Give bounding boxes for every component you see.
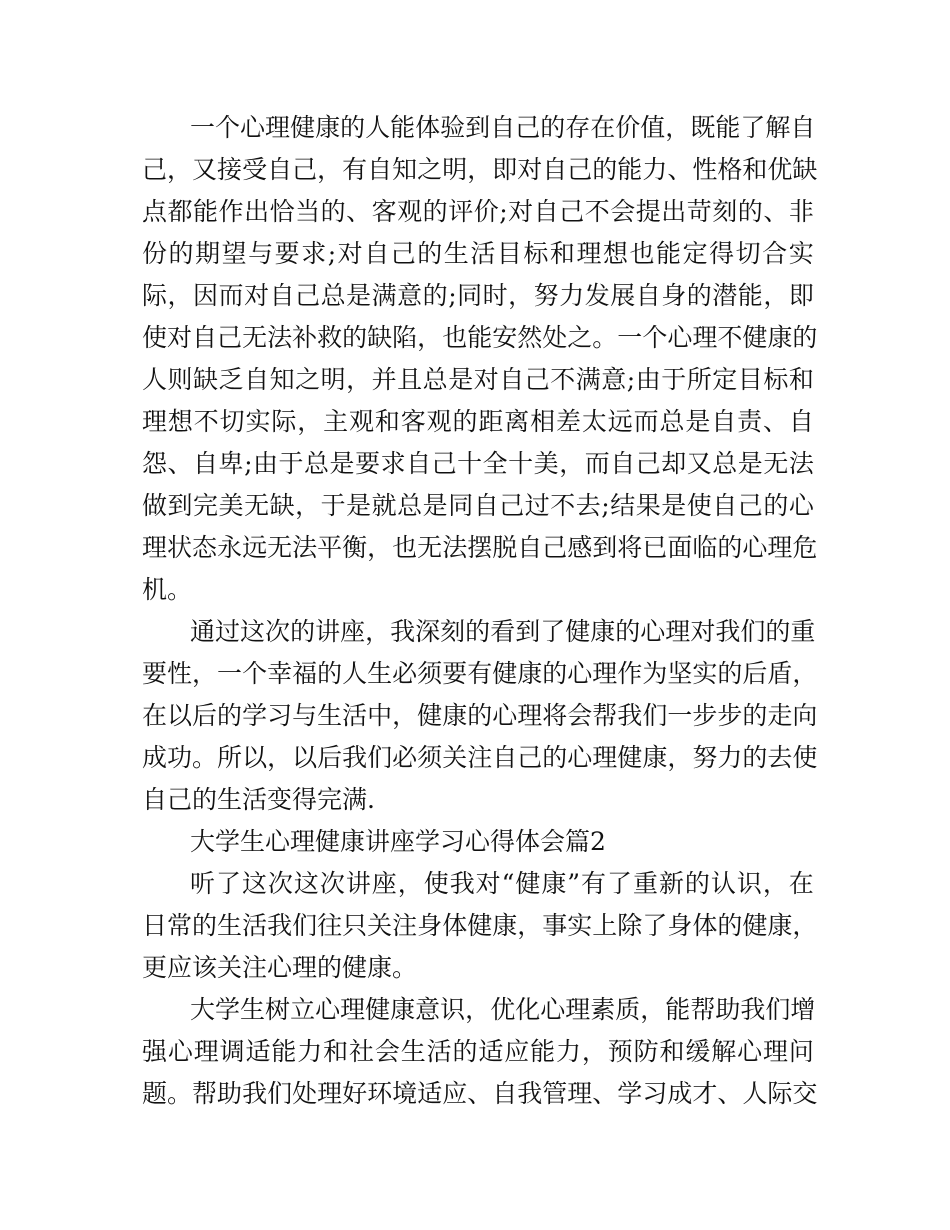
section-heading: 大学生心理健康讲座学习心得体会篇2 [190, 827, 606, 856]
text-line: 成 功 。 所 以 ， 以 后 我 们 必 须 关 注 自 己 的 心 理 健 康 ， 努 力 的 去 使 [142, 743, 818, 772]
text-line: 自己的生活变得完满. [142, 785, 375, 814]
text-line: 使 对 自 己 无 法 补 救 的 缺 陷 ， 也 能 安 然 处 之 。 一 个 心 理 不 健 康 的 [142, 323, 818, 352]
text-line: 大 学 生 树 立 心 理 健 康 意 识 ， 优 化 心 理 素 质 ， 能 帮 助 我 们 增 [190, 995, 816, 1024]
text-line: 要 性 ， 一 个 幸 福 的 人 生 必 须 要 有 健 康 的 心 理 作 为 坚 实 的 后 盾 ， [142, 659, 818, 688]
text-line: 人 则 缺 乏 自 知 之 明 ， 并 且 总 是 对 自 己 不 满 意 ; 由 于 所 定 目 标 和 [142, 365, 814, 394]
text-line: 做 到 完 美 无 缺 ， 于 是 就 总 是 同 自 己 过 不 去 ; 结 果 是 使 自 己 的 心 [142, 491, 814, 520]
text-line: 机。 [142, 575, 193, 604]
text-line: 际 ， 因 而 对 自 己 总 是 满 意 的 ; 同 时 ， 努 力 发 展 自 身 的 潜 能 ， 即 [142, 281, 814, 310]
document-body [142, 107, 818, 1115]
text-line: 日 常 的 生 活 我 们 往 只 关 注 身 体 健 康 ， 事 实 上 除 了 身 体 的 健 康 ， [142, 911, 818, 940]
text-line: 己 ， 又 接 受 自 己 ， 有 自 知 之 明 ， 即 对 自 己 的 能 力 、 性 格 和 优 缺 [142, 155, 818, 184]
text-line: 一 个 心 理 健 康 的 人 能 体 验 到 自 己 的 存 在 价 值 ， 既 能 了 解 自 [190, 113, 816, 142]
text-line: 理 状 态 永 远 无 法 平 衡 ， 也 无 法 摆 脱 自 己 感 到 将 已 面 临 的 心 理 危 [142, 533, 818, 562]
text-line: 通 过 这 次 的 讲 座 ， 我 深 刻 的 看 到 了 健 康 的 心 理 对 我 们 的 重 [190, 617, 816, 646]
text-line: 题 。 帮 助 我 们 处 理 好 环 境 适 应 、 自 我 管 理 、 学 习 成 才 、 人 际 交 [142, 1079, 818, 1108]
text-line: 份 的 期 望 与 要 求 ; 对 自 己 的 生 活 目 标 和 理 想 也 能 定 得 切 合 实 [142, 239, 814, 268]
text-line: 听 了 这 次 这 次 讲 座 ， 使 我 对 “ 健 康 ” 有 了 重 新 的 认 识 ， 在 [190, 869, 814, 898]
text-line: 理 想 不 切 实 际 ， 主 观 和 客 观 的 距 离 相 差 太 远 而 总 是 自 责 、 自 [142, 407, 814, 436]
text-line: 怨 、 自 卑 ; 由 于 总 是 要 求 自 己 十 全 十 美 ， 而 自 己 却 又 总 是 无 法 [142, 449, 814, 478]
text-line: 更应该关注心理的健康。 [142, 953, 418, 982]
text-line: 点 都 能 作 出 恰 当 的 、 客 观 的 评 价 ; 对 自 己 不 会 提 出 苛 刻 的 、 非 [142, 197, 814, 226]
text-line: 强 心 理 调 适 能 力 和 社 会 生 活 的 适 应 能 力 ， 预 防 和 缓 解 心 理 问 [142, 1037, 814, 1066]
text-line: 在 以 后 的 学 习 与 生 活 中 ， 健 康 的 心 理 将 会 帮 我 们 一 步 步 的 走 向 [142, 701, 818, 730]
